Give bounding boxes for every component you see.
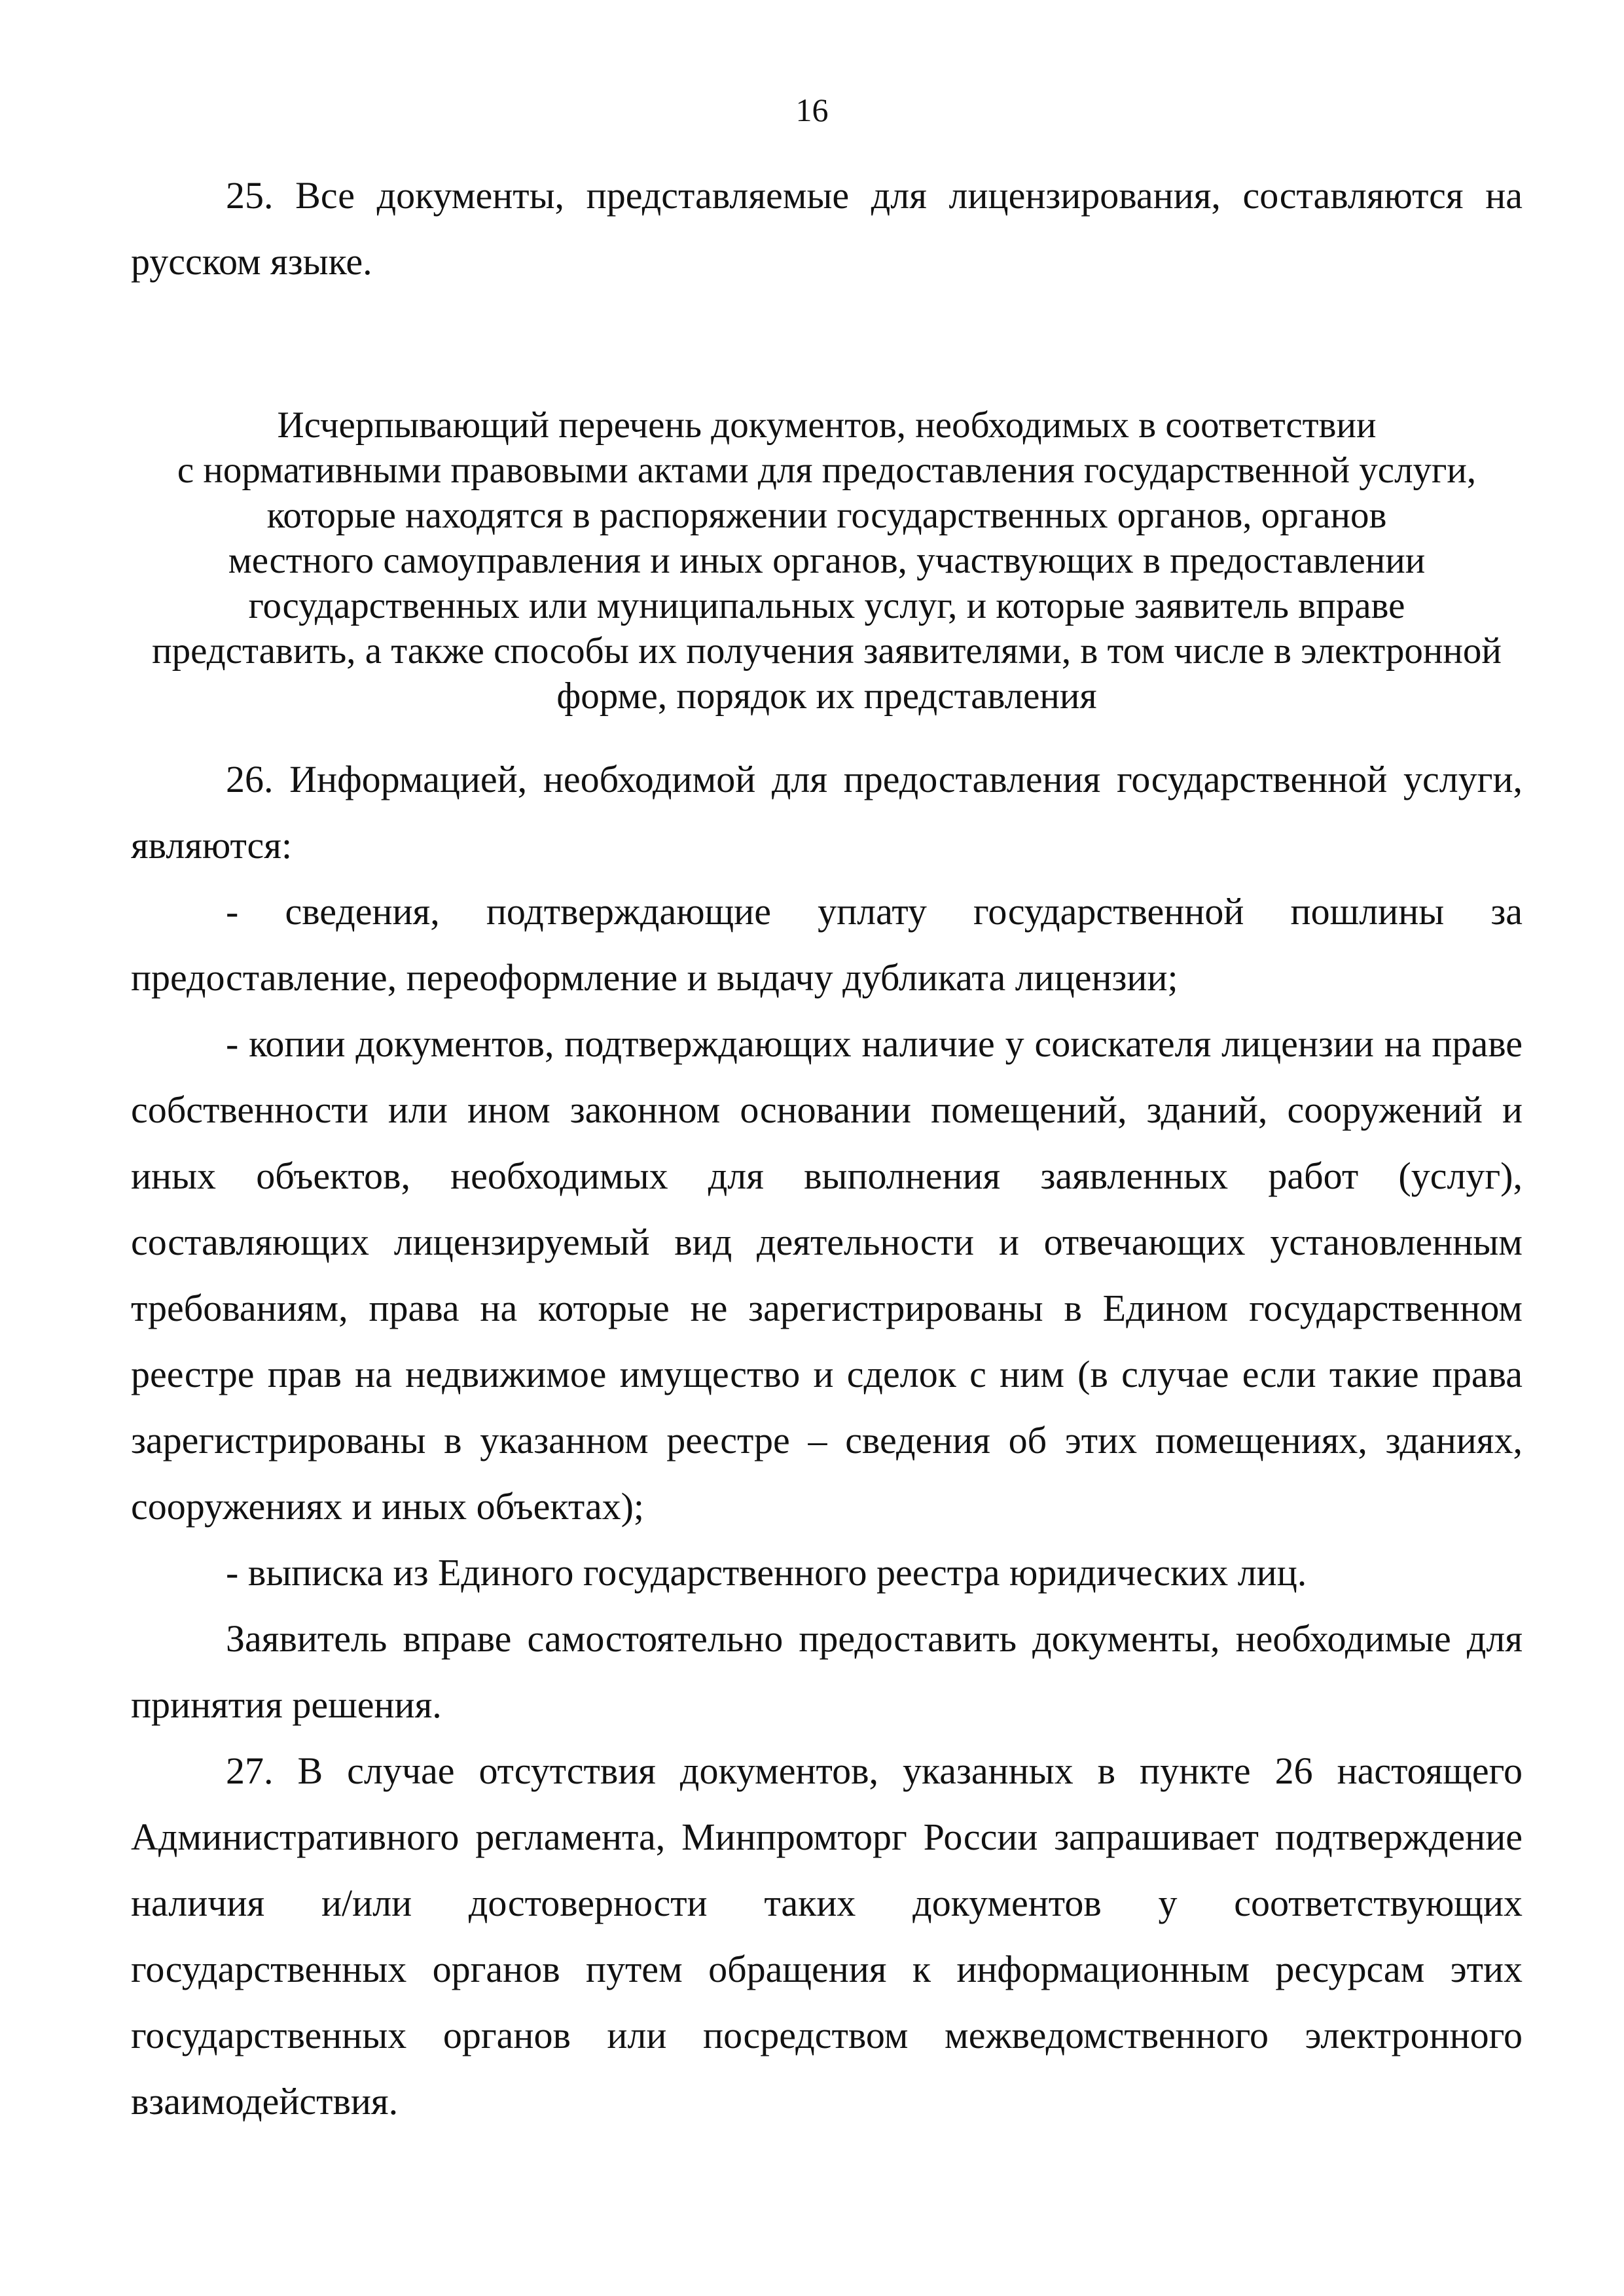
list-item-property-documents: - копии документов, подтверждающих наличие у соискателя лицензии на праве собственности или ином законном основании помещений, зданий, сооружений и иных объектов, необходимых для выполнения заявленных работ (услуг), составляющих лицензируемый вид деятельности и отвечающих установленным требованиям, права на которые не зарегистрированы в Едином государственном реестре прав на недвижимое имущество и сделок с ним (в случае если такие права зарегистрированы в указанном реестре – сведения об этих помещениях, зданиях, сооружениях и иных объектах); <box>131 1022 1523 1528</box>
paragraph-25: 25. Все документы, представляемые для лицензирования, составляются на русском языке. <box>131 174 1523 283</box>
heading-line: с нормативными правовыми актами для предоставления государственной услуги, <box>177 450 1477 491</box>
heading-line: которые находятся в распоряжении государственных органов, органов <box>266 495 1387 536</box>
list-item-registry-extract: - выписка из Единого государственного реестра юридических лиц. <box>226 1551 1307 1594</box>
section-heading <box>131 403 1523 719</box>
heading-line: государственных или муниципальных услуг, и которые заявитель вправе <box>248 585 1405 626</box>
paragraph-27: 27. В случае отсутствия документов, указанных в пункте 26 настоящего Административного регламента, Минпромторг России запрашивает подтверждение наличия и/или достоверности таких документов у соответствующих государственных органов путем обращения к информационным ресурсам этих государственных органов или посредством межведомственного электронного взаимодействия. <box>131 1749 1523 2123</box>
document-body <box>131 162 1523 2134</box>
heading-line: местного самоуправления и иных органов, участвующих в предоставлении <box>228 540 1426 581</box>
list-item-fee-info: - сведения, подтверждающие уплату государственной пошлины за предоставление, переоформление и выдачу дубликата лицензии; <box>131 890 1523 999</box>
heading-line: Исчерпывающий перечень документов, необходимых в соответствии <box>277 404 1377 446</box>
heading-line: представить, а также способы их получения заявителями, в том числе в электронной <box>152 630 1502 672</box>
paragraph-26: 26. Информацией, необходимой для предоставления государственной услуги, являются: <box>131 758 1523 867</box>
heading-line: форме, порядок их представления <box>556 675 1097 717</box>
page-number: 16 <box>795 92 829 128</box>
paragraph-applicant-note: Заявитель вправе самостоятельно предоставить документы, необходимые для принятия решения. <box>131 1617 1523 1726</box>
